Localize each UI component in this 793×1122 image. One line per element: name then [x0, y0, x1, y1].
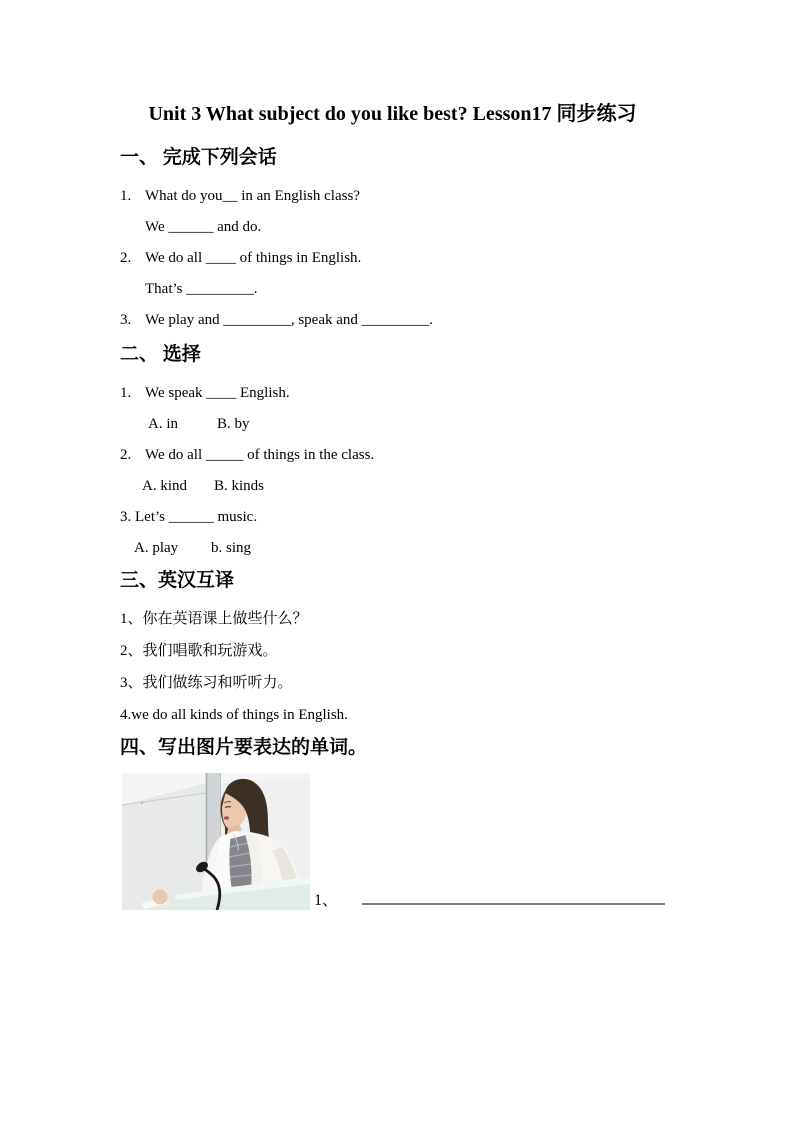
option-line [120, 477, 665, 496]
option-a: A. in [148, 416, 178, 432]
item-number: 3. [120, 312, 132, 328]
section3-heading: 三、英汉互译 [120, 570, 235, 591]
exercise-line [120, 384, 665, 403]
item-text: What do you__ in an English class? [145, 188, 360, 204]
item-text: We speak ____ English. [145, 385, 290, 401]
item-text: We do all _____ of things in the class. [145, 447, 375, 463]
picture-item-number: 1、 [314, 892, 339, 909]
option-line [120, 415, 665, 434]
translation-line: 4.we do all kinds of things in English. [120, 707, 348, 723]
page-title: Unit 3 What subject do you like best? Lesson17 同步练习 [148, 103, 637, 125]
item-text: 3. Let’s ______ music. [120, 509, 258, 525]
exercise-line [120, 311, 665, 330]
item-text: We ______ and do. [145, 219, 262, 235]
item-text: We play and _________, speak and _________. [145, 312, 433, 328]
exercise-line [120, 218, 665, 237]
translation-line: 2、我们唱歌和玩游戏。 [120, 643, 278, 659]
translation-line: 1、你在英语课上做些什么？ [120, 611, 308, 627]
option-b: b. sing [211, 540, 252, 556]
section1-heading: 一、 完成下列会话 [120, 147, 277, 168]
exercise-line [120, 280, 665, 299]
item-number: 1. [120, 385, 132, 401]
translation-line: 3、我们做练习和听听力。 [120, 675, 293, 691]
option-b: B. kinds [214, 478, 265, 494]
exercise-line [120, 508, 665, 527]
option-a: A. kind [142, 478, 187, 494]
item-number: 2. [120, 250, 132, 266]
option-line [120, 539, 665, 558]
option-b: B. by [217, 416, 250, 432]
section2-heading: 二、 选择 [120, 344, 201, 365]
option-a: A. play [134, 540, 179, 556]
section4-heading: 四、写出图片要表达的单词。 [120, 737, 368, 758]
item-number: 2. [120, 447, 132, 463]
exercise-line [120, 249, 665, 268]
picture-question-row [120, 773, 665, 910]
item-text: That’s _________. [145, 281, 258, 297]
exercise-line [120, 187, 665, 206]
answer-blank-line [362, 903, 665, 905]
item-number: 1. [120, 188, 132, 204]
exercise-line [120, 446, 665, 465]
item-text: We do all ____ of things in English. [145, 250, 362, 266]
speaker-at-podium-photo [122, 773, 310, 910]
